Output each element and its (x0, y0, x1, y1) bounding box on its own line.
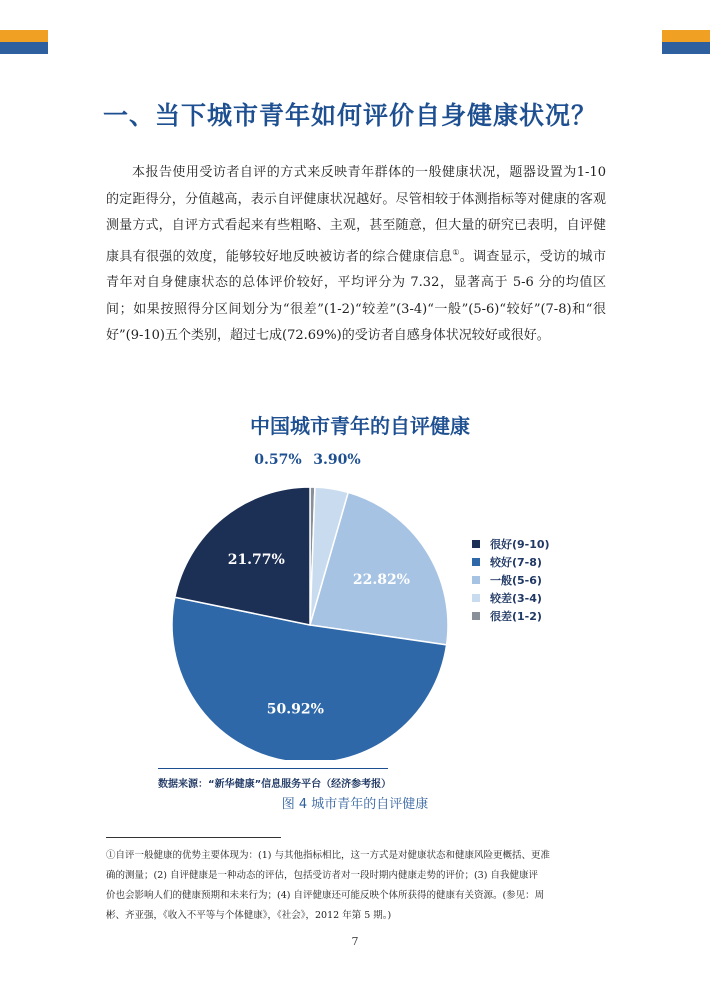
footnote (106, 846, 606, 926)
legend-item (472, 589, 550, 607)
legend-item (472, 571, 550, 589)
paragraph-line: 研究已表明，自评健康具有很强的效度，能够较好地反映被访者的综合健康信息 (106, 218, 606, 264)
legend-swatch (472, 576, 480, 584)
footnote-line: 彬、齐亚强，《收入不平等与个体健康》，《社会》，2012 年第 5 期。) (106, 910, 392, 921)
body-paragraph (106, 160, 606, 350)
legend-label: 一般(5-6) (490, 574, 542, 587)
legend-swatch (472, 594, 480, 602)
paragraph-line: 1-10 的定距得分，分值越高，表示自评健康状况越好。尽管相较于体测指标等 (106, 165, 606, 207)
legend-swatch (472, 612, 480, 620)
paragraph-line: 的受访者自感身体状况较好或很好。 (341, 328, 550, 344)
paragraph-line: (3-4)“一般”(5-6)“较好”(7-8)和“很好”(9-10)五个类别，超过七成(72.69%) (106, 301, 606, 344)
footnote-line: 价也会影响人们的健康预期和未来行为；(4) 自评健康还可能反映个体所获得的健康有关资源。(参见：周 (106, 890, 545, 901)
chart-title: 中国城市青年的自评健康 (250, 414, 470, 438)
footnote-divider (106, 837, 281, 838)
pie-slice-label: 50.92% (266, 701, 324, 718)
paragraph-line: 。调查显示，受访的城市青年对自身健康状态的总体评价较好，平均评分为 7.32， (106, 248, 606, 291)
pie-slice-label: 3.90% (313, 452, 361, 468)
legend-swatch (472, 558, 480, 566)
paragraph-line: 对健康的客观测量方式，自评方式看起来有些粗略、主观，甚至随意，但大量的 (106, 191, 606, 233)
legend-label: 很差(1-2) (490, 610, 542, 623)
page-number: 7 (351, 935, 359, 948)
footnote-line: 确的测量；(2) 自评健康是一种动态的评估，包括受访者对一段时期内健康走势的评价；(3) 自我健康评 (106, 870, 538, 881)
corner-decoration-left (0, 30, 48, 54)
legend-label: 较好(7-8) (490, 556, 542, 569)
legend-item (472, 535, 550, 553)
section-heading: 一、当下城市青年如何评价自身健康状况？ (103, 101, 598, 130)
legend-swatch (472, 540, 480, 548)
legend-label: 很好(9-10) (490, 538, 550, 551)
pie-slice-label: 0.57% (254, 452, 302, 468)
legend-item (472, 553, 550, 571)
data-source: 数据来源：“新华健康”信息服务平台（经济参考报） (158, 779, 392, 790)
pie-chart (150, 440, 480, 760)
chart-divider (158, 768, 388, 769)
pie-slice-label: 21.77% (227, 552, 285, 569)
figure-caption: 图 4 城市青年的自评健康 (281, 797, 429, 812)
corner-decoration-right (662, 30, 710, 54)
paragraph-line: 显著高于 5-6 分的均值区间；如果按照得分区间划分为“很差”(1-2)“较差” (106, 275, 606, 317)
legend-item (472, 607, 550, 625)
footnote-line: ①自评一般健康的优势主要体现为：(1) 与其他指标相比，这一方式是对健康状态和健康风险更概括、更准 (106, 850, 550, 861)
chart-legend (472, 535, 550, 625)
pie-slice-label: 22.82% (352, 571, 411, 588)
paragraph-line: 本报告使用受访者自评的方式来反映青年群体的一般健康状况，题器设置为 (132, 165, 577, 180)
legend-label: 较差(3-4) (490, 592, 542, 605)
footnote-reference[interactable]: ① (452, 247, 460, 257)
